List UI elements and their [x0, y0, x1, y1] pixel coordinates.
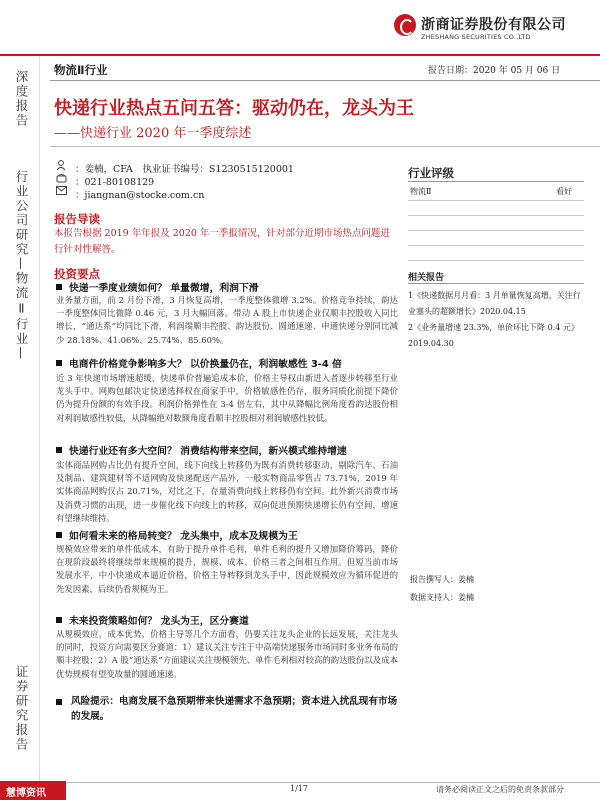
- person-icon: [56, 160, 68, 174]
- report-title: 快递行业热点五问五答：驱动仍在，龙头为王: [54, 98, 414, 119]
- bullet-square-icon: [56, 699, 62, 705]
- related-report-link[interactable]: 2《业务量增速 23.3%，单价环比下降 0.4 元》2019.04.30: [408, 323, 579, 348]
- rating-industry: 物流Ⅱ: [410, 187, 432, 196]
- rating-row-rule: [408, 215, 584, 216]
- question-heading: 未来投资策略如何？ 龙头为王，区分赛道: [54, 613, 249, 627]
- risk-warning: 风险提示：电商发展不急预期带来快递需求不急预期；资本进入扰乱现有市场的发展。: [71, 696, 398, 722]
- brand-name-en: ZHESHANG SECURITIES CO.,LTD: [421, 33, 531, 41]
- bullet-square-icon: [56, 532, 62, 538]
- question-heading: 快递行业还有多大空间？ 消费结构带来空间，新兴模式维持增速: [54, 443, 347, 457]
- question-heading: 电商件价格竞争影响多大？ 以价换量仍在，利润敏感性 3-4 倍: [54, 356, 342, 370]
- brand-name: 浙商证券股份有限公司: [421, 17, 566, 33]
- section-rule: [50, 80, 600, 81]
- data-support: 数据支持人：姜楠: [410, 593, 474, 602]
- author-phone: ：021-80108129: [75, 177, 155, 188]
- rating-value: 看好: [556, 187, 572, 196]
- answer-paragraph: 业务量方面，前 2 月份下滑，3 月恢复高增，一季度整体微增 3.2%。价格竞争持续，韵达一季度整体同比微降 0.46 元，3 月大幅回落。带动 A 股上市快递企业仅顺丰控股收入同比增长，“通达系”均同比下滑，利润端顺丰控股、韵达股份、圆通速递、申通快递分别同比减少 28.18%、41.06%、25.74%、85.60%。: [56, 295, 398, 345]
- investment-points-heading: 投资要点: [54, 267, 100, 281]
- rating-rule: [408, 181, 584, 182]
- question-heading: 如何看未来的格局转变？ 龙头集中，成本及规模为王: [54, 528, 298, 542]
- footer-rule: [66, 782, 600, 783]
- section-tab: 物流Ⅱ行业: [54, 63, 108, 77]
- bullet-square-icon: [56, 360, 62, 366]
- footer-badge-label: 慧博资讯: [6, 788, 46, 799]
- bullet-square-icon: [56, 284, 62, 290]
- guide-heading: 报告导读: [54, 212, 100, 226]
- disclaimer: 请务必阅读正文之后的免责条款部分: [436, 785, 564, 794]
- brand-logo-icon: [394, 14, 416, 36]
- phone-icon: [56, 173, 68, 186]
- report-date: 报告日期：2020 年 05 月 06 日: [428, 66, 561, 76]
- sidebar-label-report-type: 深度报告: [14, 70, 29, 128]
- related-rule: [408, 283, 584, 284]
- related-report-link[interactable]: 1《快递数据月月看：3 月单量恢复高增，关注行业塞头的超额增长》2020.04.15: [408, 291, 581, 316]
- answer-paragraph: 从规模效应，成本优势、价格主导等几个方面看，仍要关注龙头企业的长远发展，关注龙头的同时，投资方向需要区分赛道：1）建议关注专注于中高端快递服务市场同时多业务布局的顺丰控股；2）A 股“通达系”方面建议关注规模领先、单件毛利相对较高的韵达股份以及成本优势规模有望变故量的圆通速递。: [56, 629, 398, 679]
- page-number: 1/17: [290, 784, 308, 793]
- bullet-square-icon: [56, 447, 62, 453]
- title-rule: [50, 146, 600, 147]
- report-writer: 报告撰写人：姜楠: [410, 575, 474, 584]
- mail-icon: [56, 186, 68, 198]
- rating-row-rule: [408, 245, 584, 246]
- answer-paragraph: 规模效应带来的单件低成本，有助于提升单件毛利，单件毛利的提升又增加降价筹码，降价在现阶段最终将继续带来规模的提升，规模、成本、价格三者之间相互作用。但短当前市场发展水平，中小快递成本逼近价格，价格主导转移到龙头手中，因此规模效应为循环促进的先发因素，后续仍看规模为王。: [56, 544, 398, 594]
- author-name: ：姜楠，CFA 执业证书编号：S1230515120001: [75, 164, 294, 175]
- answer-paragraph: 实体商品网购占比仍有提升空间，线下向线上转移仍为既有消费转移驱动，剔除汽车、石油及制品、建筑建材等不适网购及快递配送产品外，一般实物商品零售占 73.71%，2019 年实体商品网购仅占 20.71%，对比之下，存量消费向线上转移仍有空间。此外新兴消费市场及消费习惯的出现，进一步催化线下向线上的转移，双向促进预期快递增长仍有空间，增速有望继续维持。: [56, 460, 398, 523]
- question-heading: 快递一季度业绩如何？ 单量微增，利润下滑: [54, 280, 259, 294]
- rating-row-rule: [408, 260, 584, 261]
- rating-title: 行业评级: [408, 166, 454, 180]
- sidebar-label-research: 证券研究报告: [14, 665, 29, 752]
- header-rule: [0, 54, 600, 56]
- report-subtitle: ——快递行业 2020 年一季度综述: [54, 126, 252, 141]
- rating-row-rule: [408, 230, 584, 231]
- guide-body: 本报告根据 2019 年年报及 2020 年一季报情况，针对部分近期市场热点问题进行针对性解答。: [54, 228, 390, 255]
- bullet-square-icon: [56, 617, 62, 623]
- answer-paragraph: 近 3 年快递市场增速超缓，快递单价普遍追成本价，价格主导权由新进入者逐步转移至行业龙头手中。网购包邮决定快递选择权在商家手中，价格敏感性仍存，服务同质化前提下降价仍为提升份额的有效手段。利润价格弹性在 3-4 倍左右，其中从降幅比例角度看韵达股份相对利润敏感性较低，从降幅绝对数额角度看顺丰控股相对利润敏感性较低。: [56, 373, 398, 423]
- related-reports-title: 相关报告: [408, 273, 445, 283]
- author-email[interactable]: ：jiangnan@stocke.com.cn: [75, 190, 205, 201]
- rating-row-rule: [408, 200, 584, 201]
- sidebar-label-category: 行业公司研究—物流Ⅱ行业—: [14, 170, 29, 361]
